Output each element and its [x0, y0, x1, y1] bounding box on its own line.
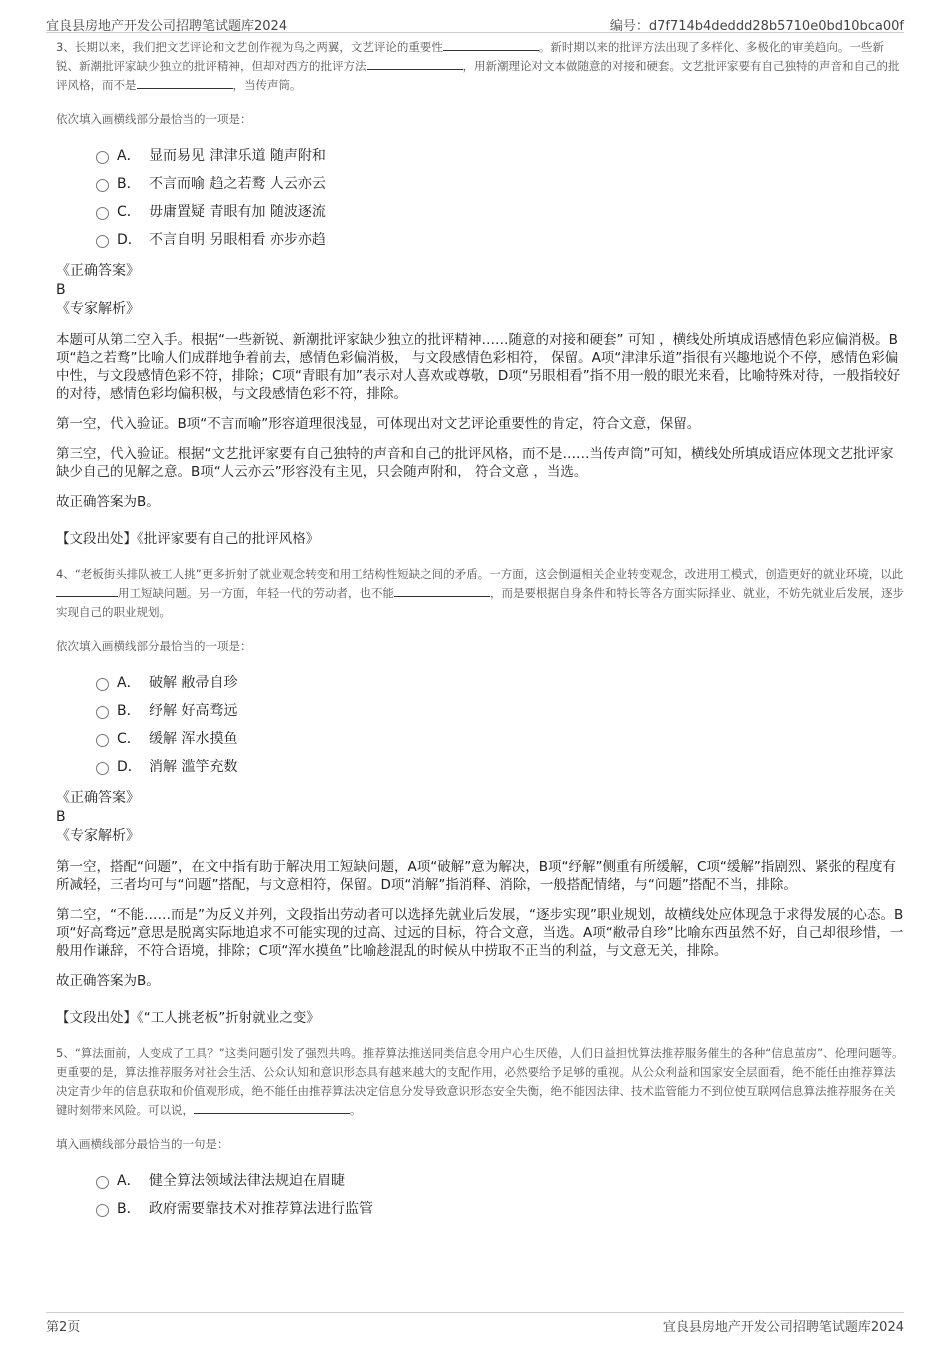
blank — [367, 57, 463, 70]
question-5-instruction: 填入画横线部分最恰当的一句是： — [56, 1137, 229, 1151]
radio-icon[interactable] — [96, 235, 109, 248]
blank — [394, 584, 490, 597]
answer-label: 《正确答案》 — [56, 263, 140, 279]
option-a[interactable]: A． 健全算法领域法律法规迫在眉睫 — [96, 1166, 904, 1194]
blank — [194, 1101, 350, 1114]
answer-label: 《正确答案》 — [56, 790, 140, 806]
option-d[interactable]: D． 消解 滥竽充数 — [96, 752, 904, 780]
option-a[interactable]: A． 显而易见 津津乐道 随声附和 — [96, 141, 904, 169]
analysis-label: 《专家解析》 — [56, 828, 140, 844]
blank — [443, 38, 539, 51]
analysis-paragraph: 故正确答案为B。 — [56, 973, 160, 989]
option-b[interactable]: B． 不言而喻 趋之若鹜 人云亦云 — [96, 169, 904, 197]
source-citation: 【文段出处】《批评家要有自己的批评风格》 — [56, 531, 320, 547]
page-header — [46, 10, 904, 33]
analysis-label: 《专家解析》 — [56, 301, 140, 317]
page-content — [56, 38, 904, 1222]
page-number: 第2页 — [46, 1320, 81, 1335]
analysis-paragraph: 第一空，代入验证。B项“不言而喻”形容道理很浅显，可体现出对文艺评论重要性的肯定，符合文意，保留。 — [56, 416, 701, 432]
question-4 — [56, 565, 904, 1026]
radio-icon[interactable] — [96, 762, 109, 775]
question-3-stem: 3、长期以来，我们把文艺评论和文艺创作视为鸟之两翼，文艺评论的重要性 。新时期以来的批评方法出现了多样化、多极化的审美趋向。一些新锐、新潮批评家缺少独立的批评精神，但却对西方的批评方法 ，用新潮理论对文本做随意的对接和硬套。文艺批评家要有自己独特的声音和自己的批评风格，而不是 ，当传声筒。 — [56, 40, 900, 92]
footer-title: 宜良县房地产开发公司招聘笔试题库2024 — [662, 1320, 904, 1335]
header-doc-id: 编号：d7f714b4deddd28b5710e0bd10bca00f — [609, 19, 904, 34]
analysis-paragraph: 本题可从第二空入手。根据“一些新锐、新潮批评家缺少独立的批评精神……随意的对接和硬套” 可知 ，横线处所填成语感情色彩应偏消极。B项“趋之若鹜”比喻人们成群地争着前去，感情色彩偏消极， 与文段感情色彩相符， 保留。A项“津津乐道”指很有兴趣地说个不停，感情色彩偏中性，与文段感情色彩不符，排除；C项“青眼有加”表示对人喜欢或尊敬，D项“另眼相看”指不用一般的眼光来看，比喻特殊对待，一般指较好的对待，感情色彩均偏积极，与文段感情色彩不符，排除。 — [56, 332, 901, 402]
analysis-paragraph: 故正确答案为B。 — [56, 494, 160, 510]
option-a[interactable]: A． 破解 敝帚自珍 — [96, 668, 904, 696]
analysis-paragraph: 第一空，搭配“问题”，在文中指有助于解决用工短缺问题，A项“破解”意为解决，B项“纾解”侧重有所缓解，C项“缓解”指剧烈、紧张的程度有所减轻，三者均可与“问题”搭配，与文意相符，保留。D项“消解”指消释、消除，一般搭配情绪，与“问题”搭配不当，排除。 — [56, 859, 896, 893]
option-b[interactable]: B． 政府需要靠技术对推荐算法进行监管 — [96, 1194, 904, 1222]
radio-icon[interactable] — [96, 207, 109, 220]
question-4-stem: 4、“老板街头排队被工人挑”更多折射了就业观念转变和用工结构性短缺之间的矛盾。一方面，这会倒逼相关企业转变观念，改进用工模式，创造更好的就业环境，以此用工短缺问题。另一方面，年轻一代的劳动者，也不能 ，而是要根据自身条件和特长等各方面实际择业、就业，不妨先就业后发展，逐步实现自己的职业规划。 — [56, 567, 904, 619]
question-4-instruction: 依次填入画横线部分最恰当的一项是： — [56, 639, 252, 653]
question-3 — [56, 38, 904, 547]
option-b[interactable]: B． 纾解 好高骛远 — [96, 696, 904, 724]
answer-value: B — [56, 282, 66, 298]
option-d[interactable]: D． 不言自明 另眼相看 亦步亦趋 — [96, 225, 904, 253]
analysis-paragraph: 第二空，“不能……而是”为反义并列，文段指出劳动者可以选择先就业后发展，“逐步实现”职业规划，故横线处应体现急于求得发展的心态。B项“好高骛远”意思是脱离实际地追求不可能实现的过高、过远的目标，符合文意，当选。A项“敝帚自珍”比喻东西虽然不好，自己却很珍惜，一般用作谦辞，不符合语境，排除；C项“浑水摸鱼”比喻趁混乱的时候从中捞取不正当的利益，与文意无关，排除。 — [56, 907, 904, 959]
answer-value: B — [56, 809, 66, 825]
radio-icon[interactable] — [96, 151, 109, 164]
header-title: 宜良县房地产开发公司招聘笔试题库2024 — [46, 19, 288, 34]
question-3-instruction: 依次填入画横线部分最恰当的一项是： — [56, 112, 252, 126]
radio-icon[interactable] — [96, 1176, 109, 1189]
blank — [137, 76, 233, 89]
option-c[interactable]: C． 毋庸置疑 青眼有加 随波逐流 — [96, 197, 904, 225]
radio-icon[interactable] — [96, 706, 109, 719]
radio-icon[interactable] — [96, 1204, 109, 1217]
radio-icon[interactable] — [96, 734, 109, 747]
radio-icon[interactable] — [96, 678, 109, 691]
question-5-options — [96, 1166, 904, 1222]
source-citation: 【文段出处】《“工人挑老板”折射就业之变》 — [56, 1010, 320, 1026]
analysis-paragraph: 第三空，代入验证。根据“文艺批评家要有自己独特的声音和自己的批评风格，而不是……当传声筒”可知，横线处所填成语应体现文艺批评家缺少自己的见解之意。B项“人云亦云”形容没有主见，只会随声附和， 符合文意 ，当选。 — [56, 446, 894, 480]
question-3-options — [96, 141, 904, 253]
question-4-options — [96, 668, 904, 780]
question-5 — [56, 1044, 904, 1222]
option-c[interactable]: C． 缓解 浑水摸鱼 — [96, 724, 904, 752]
radio-icon[interactable] — [96, 179, 109, 192]
blank — [56, 584, 118, 597]
question-5-stem: 5、“算法面前，人变成了工具？”这类问题引发了强烈共鸣。推荐算法推送同类信息令用户心生厌倦，人们日益担忧算法推荐服务催生的各种“信息茧房”、伦理问题等。更重要的是，算法推荐服务对社会生活、公众认知和意识形态具有越来越大的支配作用，必然要给予足够的重视。从公众利益和国家安全层面看，绝不能任由推荐算法决定青少年的信息获取和价值观形成，绝不能任由推荐算法决定信息分发导致意识形态安全失衡，绝不能因法律、技术监管能力不到位使互联网信息算法推荐服务在关键时刻带来风险。可以说， 。 — [56, 1046, 904, 1117]
page-footer — [46, 1312, 904, 1335]
